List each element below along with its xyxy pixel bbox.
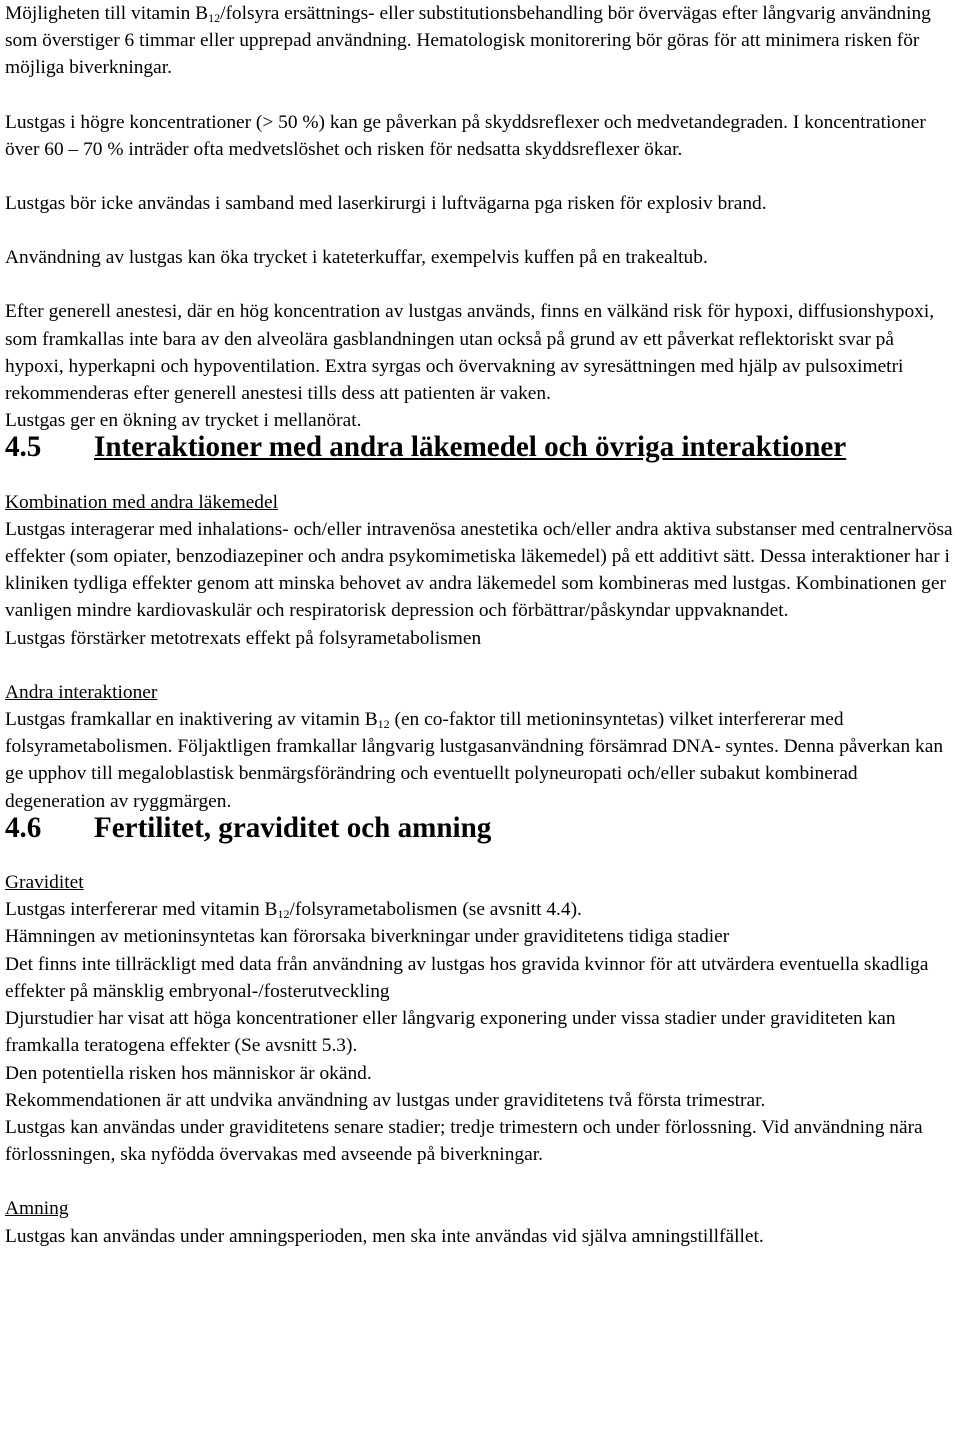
paragraph-high-concentrations: Lustgas i högre koncentrationer (> 50 %) kan ge påverkan på skyddsreflexer och medvetandegraden. I koncentrationer över 60 – 70 % inträder ofta medvetslöshet och risken för nedsatta skyddsreflexer ökar. (5, 111, 926, 160)
paragraph-methotrexate: Lustgas förstärker metotrexats effekt på folsyrametabolismen (5, 627, 482, 649)
paragraph-other-interactions: Lustgas framkallar en inaktivering av vitamin $B_{12}$ (en co-faktor till metioninsyntetas) vilket interfererar med folsyrametabolismen. Följaktligen framkallar långvarig lustgasanvändning försämrad DNA- syntes. Denna påverkan kan ge upphov till megaloblastisk benmärgsförändring och eventuellt polyneuropati och/eller subakut kombinerad degeneration av ryggmärgen. (5, 709, 944, 812)
subheading-other-interactions: Andra interaktioner (5, 681, 158, 703)
section-heading-4-6 (5, 811, 956, 844)
paragraph-combination: Lustgas interagerar med inhalations- och/eller intravenösa anestetika och/eller andra aktiva substanser med centralnervösa effekter (som opiater, benzodiazepiner och andra psykomimetiska läkemedel) på ett additivt sätt. Dessa interaktioner har i kliniken tydliga effekter genom att minska behovet av andra läkemedel som kombineras med lustgas. Kombinationen ger vanligen mindre kardiovaskulär och respiratorisk depression och förbättrar/påskyndar uppvaknandet. (5, 518, 953, 622)
paragraph-diffusion-hypoxia: Efter generell anestesi, där en hög koncentration av lustgas används, finns en välkänd risk för hypoxi, diffusionshypoxi, som framkallas inte bara av den alveolära gasblandningen utan också på grund av ett påverkat reflektoriskt svar på hypoxi, hyperkapni och hypoventilation. Extra syrgas och övervakning av syresättningen med hjälp av pulsoximetri rekommenderas efter generell anestesi tills dess att patienten är vaken. (5, 301, 935, 405)
subheading-combination: Kombination med andra läkemedel (5, 491, 278, 513)
paragraph-pregnancy-1: Lustgas interfererar med vitamin $B_{12}$/folsyrametabolismen (se avsnitt 4.4). (5, 899, 582, 922)
section-title: Fertilitet, graviditet och amning (94, 811, 492, 844)
paragraph-lactation: Lustgas kan användas under amningsperioden, men ska inte användas vid själva amningstillfället. (5, 1225, 764, 1247)
paragraph-pregnancy-5: Den potentiella risken hos människor är okänd. (5, 1062, 372, 1084)
subheading-pregnancy: Graviditet (5, 872, 84, 894)
paragraph-pregnancy-4: Djurstudier har visat att höga koncentrationer eller långvarig exponering under vissa stadier under graviditeten kan framkalla teratogena effekter (Se avsnitt 5.3). (5, 1008, 896, 1057)
section-heading-4-5 (5, 431, 956, 464)
section-number: 4.6 (5, 811, 42, 844)
subheading-lactation: Amning (5, 1198, 69, 1220)
paragraph-pregnancy-2: Hämningen av metioninsyntetas kan förorsaka biverkningar under graviditetens tidiga stadier (5, 926, 730, 948)
section-number: 4.5 (5, 431, 42, 464)
paragraph-pregnancy-6: Rekommendationen är att undvika användning av lustgas under graviditetens två första trimestrar. (5, 1089, 766, 1111)
paragraph-laser-surgery: Lustgas bör icke användas i samband med laserkirurgi i luftvägarna pga risken för explosiv brand. (5, 193, 767, 215)
paragraph-middle-ear: Lustgas ger en ökning av trycket i mellanörat. (5, 410, 362, 432)
paragraph-pregnancy-3: Det finns inte tillräckligt med data från användning av lustgas hos gravida kvinnor för att utvärdera eventuella skadliga effekter på mänsklig embryonal-/fosterutveckling (5, 953, 929, 1002)
paragraph-vitamin-b12: Möjligheten till vitamin $B_{12}$/folsyra ersättnings- eller substitutionsbehandling bör övervägas efter långvarig användning som överstiger 6 timmar eller upprepad användning. Hematologisk monitorering bör göras för att minimera risken för möjliga biverkningar. (5, 3, 931, 79)
paragraph-pregnancy-7: Lustgas kan användas under graviditetens senare stadier; tredje trimestern och under förlossning. Vid användning nära förlossningen, ska nyfödda övervakas med avseende på biverkningar. (5, 1116, 923, 1166)
paragraph-catheter-cuffs: Användning av lustgas kan öka trycket i kateterkuffar, exempelvis kuffen på en trakealtub. (5, 247, 708, 269)
section-title: Interaktioner med andra läkemedel och övriga interaktioner (94, 431, 847, 464)
